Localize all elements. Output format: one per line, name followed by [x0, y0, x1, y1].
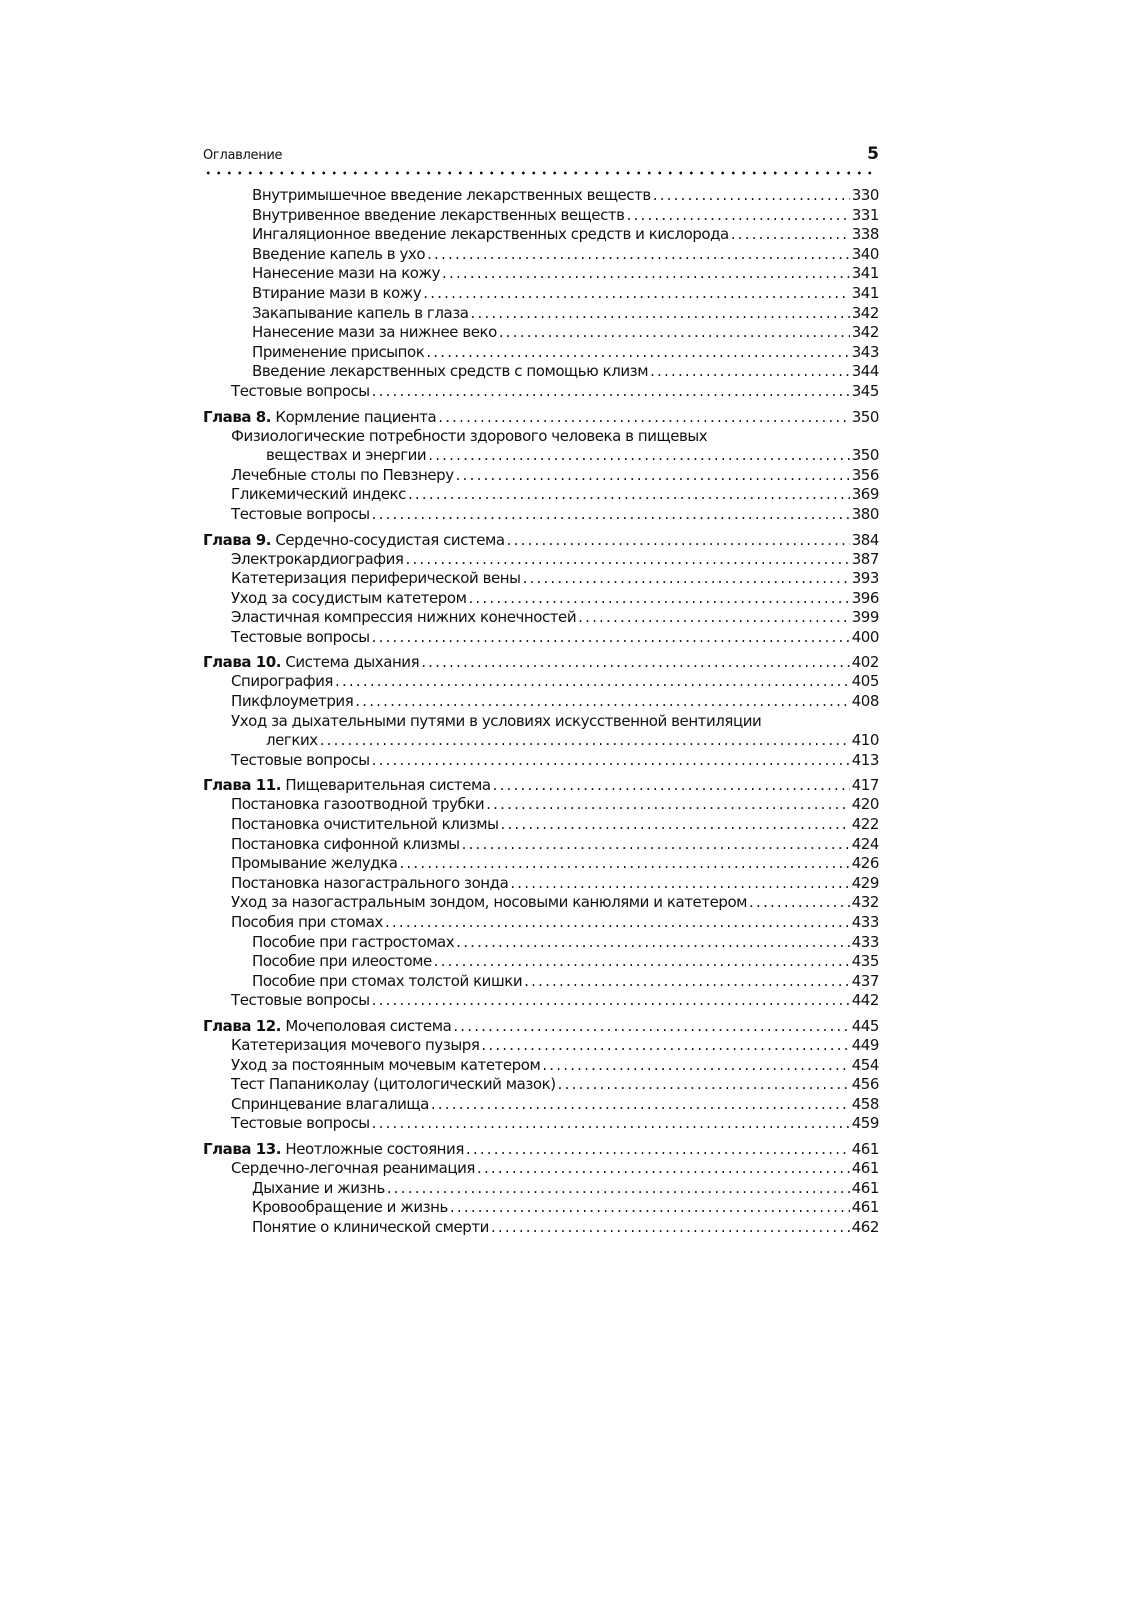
toc-entry [203, 323, 879, 343]
dot-leader [450, 1198, 850, 1218]
toc-page-number: 393 [851, 569, 879, 588]
toc-entry [203, 505, 879, 525]
toc-page-number: 331 [851, 205, 879, 224]
toc-entry-title: Пособия при стомах [231, 913, 383, 931]
table-of-contents [203, 186, 879, 1237]
toc-page-number: 343 [851, 342, 879, 361]
toc-page-number: 426 [851, 854, 879, 873]
toc-entry [203, 933, 879, 953]
dot-leader [372, 1114, 850, 1134]
toc-entry [203, 1095, 879, 1115]
toc-entry-title: Тестовые вопросы [231, 504, 370, 523]
toc-page-number: 400 [851, 627, 879, 646]
toc-page-number: 387 [851, 549, 879, 568]
toc-entry-title: Катетеризация мочевого пузыря [231, 1035, 480, 1054]
chapter-title: Пищеварительная система [285, 776, 491, 795]
dot-leader [427, 245, 850, 265]
dot-leader [399, 854, 849, 874]
dot-leader [558, 1075, 850, 1095]
toc-entry [203, 854, 879, 874]
toc-entry [203, 382, 879, 402]
toc-entry-title: Пособие при илеостоме [252, 952, 432, 971]
toc-page-number: 350 [851, 446, 879, 465]
toc-entry [203, 186, 879, 206]
toc-page-number: 413 [851, 750, 879, 769]
toc-page-number: 449 [851, 1035, 879, 1054]
dot-leader [477, 1159, 850, 1179]
chapter-title: Мочеполовая система [285, 1016, 452, 1035]
toc-page-number: 344 [851, 362, 879, 381]
toc-page-number: 432 [851, 893, 879, 912]
toc-entry [203, 550, 879, 570]
toc-entry-title: Уход за постоянным мочевым катетером [231, 1055, 541, 1074]
toc-entry [203, 795, 879, 815]
dot-leader [486, 795, 850, 815]
toc-page-number: 462 [851, 1217, 879, 1236]
toc-entry [203, 712, 879, 732]
dot-leader [372, 505, 850, 525]
toc-entry [203, 608, 879, 628]
toc-entry-title: Постановка сифонной клизмы [231, 834, 460, 853]
chapter-title: Система дыхания [285, 653, 420, 672]
dot-leader [578, 608, 850, 628]
dot-leader [653, 186, 850, 206]
toc-page-number: 402 [851, 653, 879, 672]
page-number: 5 [867, 144, 879, 164]
dot-leader [385, 913, 850, 933]
toc-entry-title: Втирание мази в кожу [252, 283, 422, 302]
toc-entry-title: Закапывание капель в глаза [252, 303, 469, 322]
chapter-label: Глава 8. [203, 407, 272, 426]
toc-entry-title: Понятие о клинической смерти [252, 1217, 489, 1236]
toc-entry-title: Внутривенное введение лекарственных веществ [252, 205, 625, 224]
running-header-title: Оглавление [203, 148, 283, 163]
dot-leader [421, 652, 850, 672]
toc-page-number: 458 [851, 1094, 879, 1113]
toc-entry [203, 874, 879, 894]
chapter-label: Глава 10. [203, 653, 282, 672]
toc-page-number: 454 [851, 1055, 879, 1074]
toc-entry [203, 1218, 879, 1238]
toc-chapter-entry [203, 775, 879, 795]
dot-leader [453, 1016, 849, 1036]
toc-entry-title: Пикфлоуметрия [231, 692, 354, 711]
chapter-label: Глава 11. [203, 776, 282, 795]
toc-entry [203, 628, 879, 648]
toc-entry [203, 1056, 879, 1076]
dot-leader [372, 628, 850, 648]
dot-leader [423, 284, 849, 304]
dot-leader [523, 569, 850, 589]
toc-entry [203, 692, 879, 712]
toc-entry [203, 589, 879, 609]
toc-entry [203, 1198, 879, 1218]
toc-entry-title: Спирография [231, 672, 333, 691]
toc-entry [203, 1075, 879, 1095]
dot-leader [749, 893, 850, 913]
dot-leader [650, 362, 850, 382]
toc-entry [203, 991, 879, 1011]
toc-entry-title: легких [266, 731, 318, 750]
dot-leader [500, 815, 849, 835]
dot-leader [627, 206, 850, 226]
toc-entry-title: Тестовые вопросы [231, 381, 370, 400]
toc-entry-title: Эластичная компрессия нижних конечностей [231, 608, 577, 627]
dot-leader [335, 672, 850, 692]
toc-page-number: 384 [851, 530, 879, 549]
toc-page-number: 456 [851, 1075, 879, 1094]
toc-entry [203, 815, 879, 835]
toc-entry [203, 952, 879, 972]
toc-entry-title: Гликемический индекс [231, 485, 406, 504]
toc-chapter-entry [203, 652, 879, 672]
toc-entry [203, 446, 879, 466]
toc-page-number: 422 [851, 815, 879, 834]
toc-entry [203, 206, 879, 226]
toc-entry-title: веществах и энергии [266, 446, 427, 465]
toc-entry [203, 1036, 879, 1056]
toc-entry-title: Введение лекарственных средств с помощью клизм [252, 362, 649, 381]
dot-leader [406, 550, 850, 570]
toc-entry [203, 1179, 879, 1199]
toc-page-number: 330 [851, 186, 879, 204]
toc-page-number: 461 [851, 1158, 879, 1177]
dot-leader [466, 1139, 850, 1159]
toc-page-number: 408 [851, 692, 879, 711]
toc-entry [203, 466, 879, 486]
toc-entry-title: Лечебные столы по Певзнеру [231, 465, 454, 484]
toc-entry [203, 427, 879, 447]
toc-page-number: 445 [851, 1016, 879, 1035]
toc-entry [203, 1114, 879, 1134]
dot-leader [510, 874, 849, 894]
chapter-title: Кормление пациента [275, 407, 437, 426]
toc-page-number: 461 [851, 1198, 879, 1217]
dot-leader [471, 304, 850, 324]
dot-leader [372, 991, 850, 1011]
dot-leader [524, 972, 850, 992]
toc-page-number: 396 [851, 588, 879, 607]
toc-entry-title: Тест Папаниколау (цитологический мазок) [231, 1075, 556, 1094]
toc-entry-title: Применение присыпок [252, 342, 425, 361]
toc-entry-title: Тестовые вопросы [231, 991, 370, 1010]
toc-page-number: 410 [851, 731, 879, 750]
toc-entry-title: Нанесение мази за нижнее веко [252, 323, 497, 342]
toc-page-number: 461 [851, 1178, 879, 1197]
dot-leader [456, 466, 850, 486]
toc-entry [203, 569, 879, 589]
toc-entry-title: Пособие при гастростомах [252, 932, 455, 951]
toc-entry [203, 972, 879, 992]
toc-page-number: 435 [851, 952, 879, 971]
chapter-label: Глава 12. [203, 1016, 282, 1035]
toc-page-number: 461 [851, 1139, 879, 1158]
toc-entry [203, 304, 879, 324]
dot-leader [456, 933, 849, 953]
toc-page-number: 433 [851, 932, 879, 951]
dot-leader [431, 1095, 850, 1115]
toc-entry-title: Катетеризация периферической вены [231, 569, 521, 588]
toc-entry-title: Сердечно-легочная реанимация [231, 1158, 475, 1177]
toc-page-number: 342 [851, 323, 879, 342]
dot-leader [491, 1218, 850, 1238]
dot-leader [372, 382, 850, 402]
toc-page-number: 417 [851, 776, 879, 795]
toc-entry [203, 893, 879, 913]
toc-entry [203, 264, 879, 284]
toc-page-number: 442 [851, 991, 879, 1010]
toc-entry-title: Физиологические потребности здорового человека в пищевых [231, 426, 708, 445]
toc-entry [203, 343, 879, 363]
chapter-label: Глава 9. [203, 530, 272, 549]
toc-entry-title: Спринцевание влагалища [231, 1094, 429, 1113]
toc-entry-title: Внутримышечное введение лекарственных веществ [252, 186, 651, 204]
toc-page-number: 338 [851, 225, 879, 244]
toc-entry [203, 485, 879, 505]
toc-entry [203, 913, 879, 933]
toc-entry-title: Уход за назогастральным зондом, носовыми канюлями и катетером [231, 893, 748, 912]
toc-chapter-entry [203, 1139, 879, 1159]
toc-entry-title: Ингаляционное введение лекарственных средств и кислорода [252, 225, 729, 244]
toc-entry-title: Промывание желудка [231, 854, 398, 873]
toc-page-number: 420 [851, 795, 879, 814]
dot-leader [355, 692, 849, 712]
toc-page-number: 345 [851, 381, 879, 400]
dot-leader [542, 1056, 849, 1076]
dotted-header-rule [203, 171, 879, 175]
toc-page-number: 405 [851, 672, 879, 691]
toc-entry-title: Нанесение мази на кожу [252, 264, 441, 283]
toc-entry-title: Тестовые вопросы [231, 750, 370, 769]
chapter-label: Глава 13. [203, 1139, 282, 1158]
dot-leader [320, 731, 850, 751]
toc-page-number: 356 [851, 465, 879, 484]
toc-entry [203, 284, 879, 304]
toc-entry-title: Пособие при стомах толстой кишки [252, 971, 523, 990]
dot-leader [428, 446, 849, 466]
dot-leader [731, 225, 850, 245]
toc-entry [203, 835, 879, 855]
dot-leader [434, 952, 850, 972]
toc-entry-title: Уход за сосудистым катетером [231, 588, 467, 607]
toc-entry-title: Введение капель в ухо [252, 244, 426, 263]
toc-page-number: 424 [851, 834, 879, 853]
dot-leader [493, 775, 850, 795]
toc-entry [203, 751, 879, 771]
toc-entry [203, 362, 879, 382]
dot-leader [468, 589, 849, 609]
dot-leader [507, 530, 850, 550]
toc-page-number: 340 [851, 244, 879, 263]
toc-entry-title: Кровообращение и жизнь [252, 1198, 448, 1217]
toc-entry [203, 731, 879, 751]
toc-page-number: 380 [851, 504, 879, 523]
toc-page-number: 341 [851, 264, 879, 283]
toc-entry [203, 1159, 879, 1179]
toc-entry [203, 245, 879, 265]
dot-leader [438, 407, 849, 427]
toc-page-number: 433 [851, 913, 879, 931]
dot-leader [372, 751, 850, 771]
running-header [203, 144, 879, 172]
dot-leader [408, 485, 850, 505]
dot-leader [387, 1179, 850, 1199]
dot-leader [442, 264, 850, 284]
toc-entry-title: Электрокардиография [231, 549, 404, 568]
toc-entry-title: Тестовые вопросы [231, 627, 370, 646]
toc-page-number: 437 [851, 971, 879, 990]
toc-chapter-entry [203, 530, 879, 550]
toc-chapter-entry [203, 1016, 879, 1036]
toc-entry-title: Тестовые вопросы [231, 1114, 370, 1133]
toc-page-number: 459 [851, 1114, 879, 1133]
dot-leader [462, 835, 850, 855]
toc-page-number: 369 [851, 485, 879, 504]
toc-entry [203, 672, 879, 692]
toc-entry-title: Постановка очистительной клизмы [231, 815, 499, 834]
dot-leader [481, 1036, 849, 1056]
toc-entry-title: Постановка назогастрального зонда [231, 873, 509, 892]
toc-page-number: 342 [851, 303, 879, 322]
dot-leader [426, 343, 849, 363]
toc-entry-title: Уход за дыхательными путями в условиях искусственной вентиляции [231, 711, 762, 730]
dot-leader [499, 323, 850, 343]
toc-chapter-entry [203, 407, 879, 427]
toc-page-number: 350 [851, 407, 879, 426]
toc-entry-title: Постановка газоотводной трубки [231, 795, 485, 814]
toc-page-number: 429 [851, 873, 879, 892]
toc-entry [203, 225, 879, 245]
chapter-title: Сердечно-сосудистая система [275, 530, 505, 549]
chapter-title: Неотложные состояния [285, 1139, 464, 1158]
toc-entry-title: Дыхание и жизнь [252, 1178, 385, 1197]
toc-page-number: 341 [851, 283, 879, 302]
toc-page-number: 399 [851, 608, 879, 627]
